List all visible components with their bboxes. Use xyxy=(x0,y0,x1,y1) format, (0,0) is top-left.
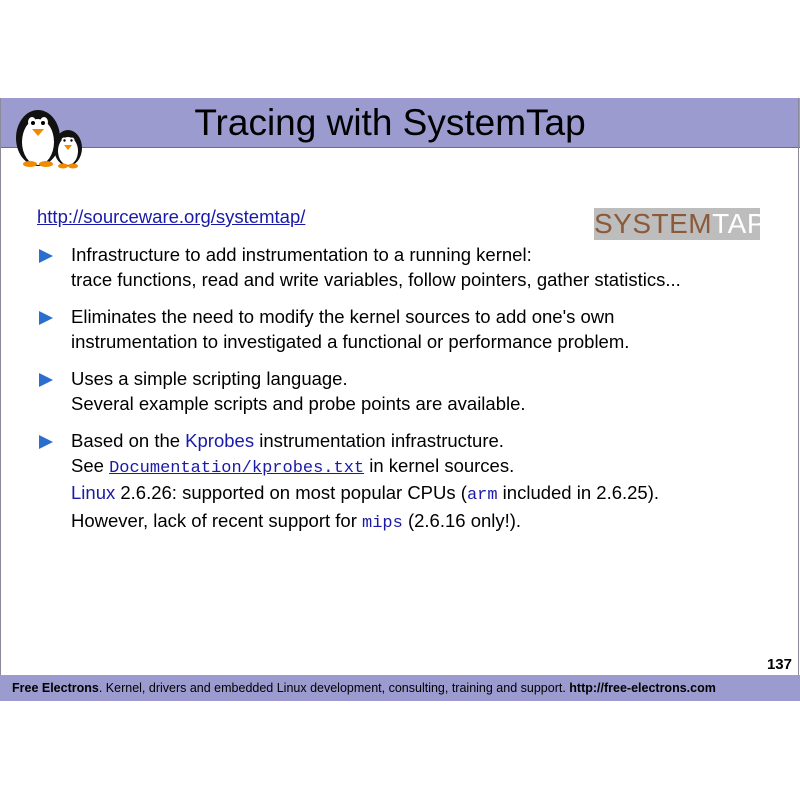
bullet-arrow-icon xyxy=(38,310,54,326)
footer-brand: Free Electrons xyxy=(12,681,99,695)
slide-title: Tracing with SystemTap xyxy=(194,102,586,143)
bullet-text: Several example scripts and probe points are available. xyxy=(71,392,526,414)
bullet-line xyxy=(71,481,778,509)
footer-description: . Kernel, drivers and embedded Linux development, consulting, training and support. xyxy=(98,681,570,695)
bullet-line xyxy=(71,509,778,537)
arm-code: arm xyxy=(466,486,498,505)
bullet-list xyxy=(38,243,778,549)
bullet-text: included in 2.6.25). xyxy=(497,482,660,503)
bullet-text: Eliminates the need to modify the kernel sources to add one's own xyxy=(71,306,615,327)
bullet-text: 2.6.26: supported on most popular CPUs ( xyxy=(115,482,467,503)
bullet-text: instrumentation infrastructure. xyxy=(254,430,504,451)
bullet-item xyxy=(38,429,778,536)
kprobes-term: Kprobes xyxy=(185,430,255,451)
bullet-item xyxy=(38,305,778,354)
page-number: 137 xyxy=(766,656,792,673)
bullet-text: Infrastructure to add instrumentation to a running kernel: xyxy=(71,244,532,265)
kprobes-doc-link[interactable]: Documentation/kprobes.txt xyxy=(109,458,365,478)
bullet-line xyxy=(71,454,778,482)
bullet-text: in kernel sources. xyxy=(364,454,515,476)
systemtap-logo-part2: TAP xyxy=(712,208,767,239)
bullet-arrow-icon xyxy=(38,434,54,450)
footer-bar xyxy=(0,675,800,701)
footer-url[interactable]: http://free-electrons.com xyxy=(569,681,716,695)
bullet-line xyxy=(71,429,778,454)
bullet-arrow-icon xyxy=(38,372,54,388)
footer-text xyxy=(12,681,716,695)
bullet-text: instrumentation to investigated a functional or performance problem. xyxy=(71,330,630,352)
bullet-item xyxy=(38,243,778,292)
bullet-text: However, lack of recent support for xyxy=(71,509,362,531)
systemtap-url-link[interactable]: http://sourceware.org/systemtap/ xyxy=(37,206,306,227)
mips-code: mips xyxy=(362,513,403,533)
bullet-item xyxy=(38,367,778,416)
bullet-text: Uses a simple scripting language. xyxy=(71,368,348,389)
systemtap-logo-part1: SYSTEM xyxy=(594,208,713,239)
systemtap-logo xyxy=(594,208,767,240)
bullet-text: See xyxy=(71,454,110,476)
bullet-text: trace functions, read and write variables, follow pointers, gather statistics... xyxy=(71,268,681,290)
bullet-text: (2.6.16 only!). xyxy=(402,509,522,531)
bullet-arrow-icon xyxy=(38,248,54,264)
linux-term: Linux xyxy=(71,482,116,503)
bullet-text: Based on the xyxy=(71,430,186,451)
